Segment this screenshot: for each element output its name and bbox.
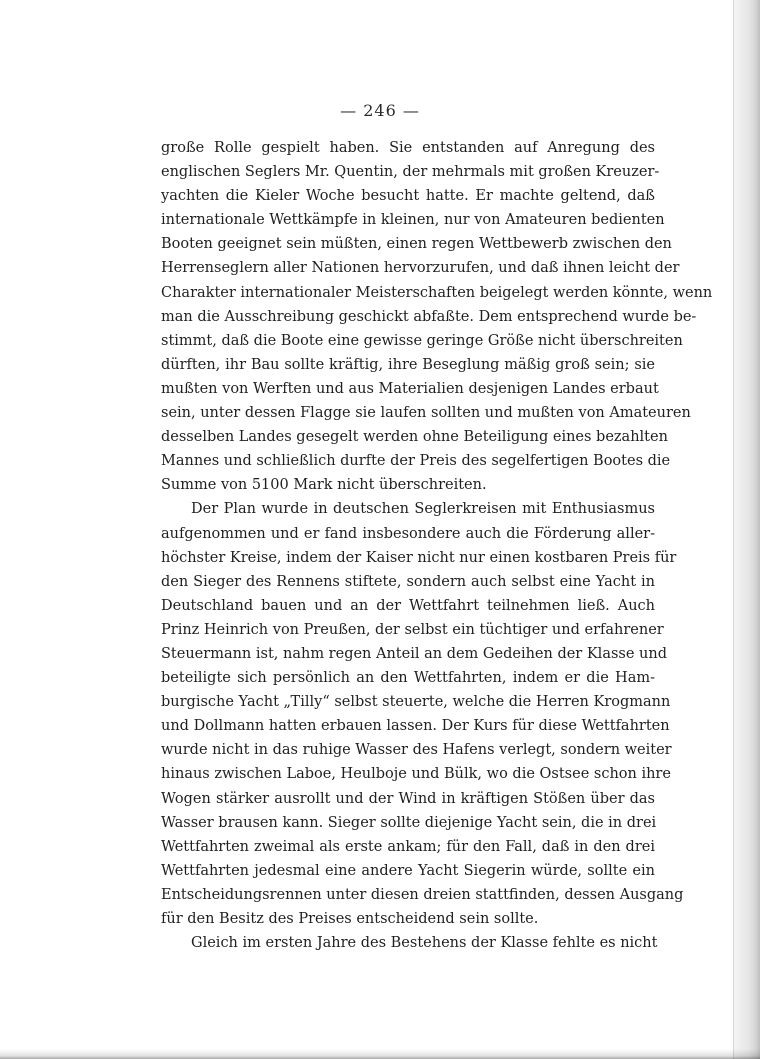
text-line: internationale Wettkämpfe in kleinen, nur von Amateuren bedienten xyxy=(161,212,665,229)
page-number: — 246 — xyxy=(340,101,420,120)
text-line: yachten die Kieler Woche besucht hatte. Er machte geltend, daß xyxy=(161,188,655,205)
text-line: Booten geeignet sein müßten, einen regen Wettbewerb zwischen den xyxy=(161,236,672,253)
text-line: große Rolle gespielt haben. Sie entstanden auf Anregung des xyxy=(161,140,655,156)
text-line: burgische Yacht „Tilly“ selbst steuerte, welche die Herren Krogmann xyxy=(161,694,671,711)
text-line: englischen Seglers Mr. Quentin, der mehrmals mit großen Kreuzer- xyxy=(161,164,660,181)
page-bottom-shadow xyxy=(0,1049,760,1059)
text-line: Steuermann ist, nahm regen Anteil an dem Gedeihen der Klasse und xyxy=(161,645,667,662)
text-line: Wasser brausen kann. Sieger sollte diejenige Yacht sein, die in drei xyxy=(161,814,657,831)
text-line: stimmt, daß die Boote eine gewisse geringe Größe nicht überschreiten xyxy=(161,332,683,349)
text-line: mußten von Werften und aus Materialien desjenigen Landes erbaut xyxy=(161,380,659,397)
text-line: aufgenommen und er fand insbesondere auch die Förderung aller- xyxy=(161,525,655,542)
text-line: dürften, ihr Bau sollte kräftig, ihre Beseglung mäßig groß sein; sie xyxy=(161,356,655,373)
text-line: wurde nicht in das ruhige Wasser des Hafens verlegt, sondern weiter xyxy=(161,742,672,759)
text-line: Mannes und schließlich durfte der Preis des segelfertigen Bootes die xyxy=(161,453,671,470)
text-line: Wettfahrten zweimal als erste ankam; für den Fall, daß in den drei xyxy=(161,838,655,855)
text-line: und Dollmann hatten erbauen lassen. Der Kurs für diese Wettfahrten xyxy=(161,718,670,735)
text-line: Gleich im ersten Jahre des Bestehens der Klasse fehlte es nicht xyxy=(191,935,658,952)
page-edge xyxy=(734,0,760,1059)
text-line: Herrenseglern aller Nationen hervorzurufen, und daß ihnen leicht der xyxy=(161,260,680,277)
text-line: beteiligte sich persönlich an den Wettfahrten, indem er die Ham- xyxy=(161,670,655,687)
body-text xyxy=(161,136,713,955)
text-line: desselben Landes gesegelt werden ohne Beteiligung eines bezahlten xyxy=(161,429,668,446)
text-line: den Sieger des Rennens stiftete, sondern auch selbst eine Yacht in xyxy=(161,573,655,590)
text-line: Charakter internationaler Meisterschaften beigelegt werden könnte, wenn xyxy=(161,284,713,301)
paragraph xyxy=(161,136,713,497)
text-line: Wettfahrten jedesmal eine andere Yacht Siegerin würde, sollte ein xyxy=(161,862,655,879)
text-line: Summe von 5100 Mark nicht überschreiten. xyxy=(161,477,487,494)
text-line: Entscheidungsrennen unter diesen dreien stattfinden, dessen Ausgang xyxy=(161,886,684,903)
text-line: hinaus zwischen Laboe, Heulboje und Bülk, wo die Ostsee schon ihre xyxy=(161,766,671,783)
paragraph xyxy=(161,497,684,931)
text-line: man die Ausschreibung geschickt abfaßte. Dem entsprechend wurde be- xyxy=(161,308,697,325)
text-line: Prinz Heinrich von Preußen, der selbst ein tüchtiger und erfahrener xyxy=(161,621,664,638)
text-line: Wogen stärker ausrollt und der Wind in kräftigen Stößen über das xyxy=(161,790,655,807)
text-line: für den Besitz des Preises entscheidend sein sollte. xyxy=(161,911,539,927)
text-line: Deutschland bauen und an der Wettfahrt teilnehmen ließ. Auch xyxy=(161,597,655,614)
text-line: sein, unter dessen Flagge sie laufen sollten und mußten von Amateuren xyxy=(161,405,691,422)
text-line: Der Plan wurde in deutschen Seglerkreisen mit Enthusiasmus xyxy=(191,501,655,518)
text-line: höchster Kreise, indem der Kaiser nicht nur einen kostbaren Preis für xyxy=(161,549,677,566)
paragraph xyxy=(161,931,658,955)
